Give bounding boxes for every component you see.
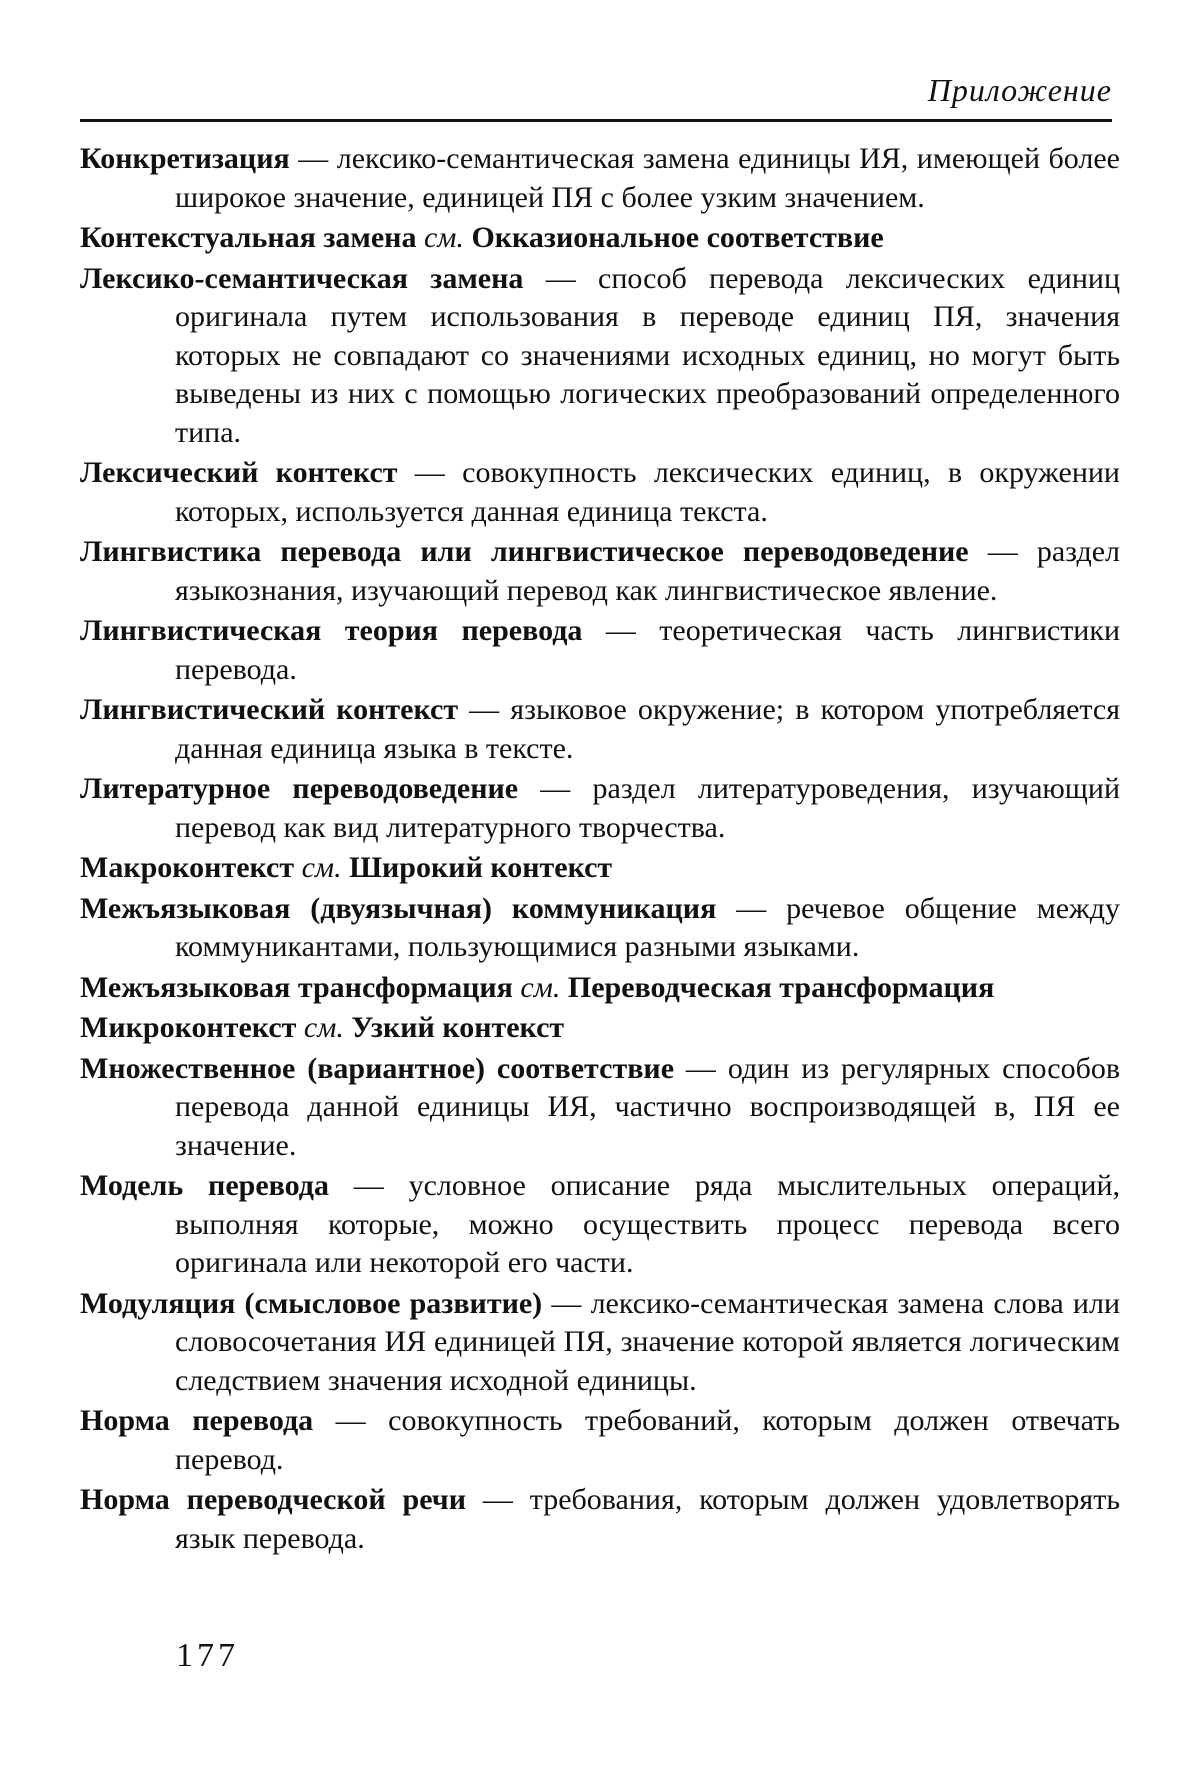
see-reference-marker: см. (303, 1011, 344, 1044)
entry-dash: — (582, 614, 660, 647)
entry-term: Лингвистика перевода или лингвистическое переводоведение (80, 535, 969, 568)
glossary-entry (80, 890, 1120, 967)
entry-term: Лексический контекст (80, 456, 398, 489)
entry-term: Норма переводческой речи (80, 1483, 466, 1516)
entry-dash: — (523, 261, 599, 295)
page-number: 177 (176, 1637, 239, 1674)
entry-term: Модуляция (смысловое развитие) (80, 1286, 543, 1320)
see-reference-marker: см. (423, 221, 464, 254)
glossary-entry (80, 969, 1120, 1008)
entry-definition: лексико-семантическая замена единицы ИЯ, имеющей более широкое значение, единицей ПЯ с более узким значением. (175, 142, 1121, 214)
entry-term: Лингвистическая теория перевода (80, 614, 583, 647)
entry-dash: — (542, 1286, 591, 1320)
entry-definition: раздел литературоведения, изучающий перевод как вид литературного творчества. (175, 772, 1121, 844)
entry-definition: условное описание ряда мыслительных операций, выполняя которые, можно осуществить процесс перевода всего оригинала или некоторой его части. (175, 1169, 1121, 1279)
glossary-entry (80, 533, 1120, 610)
entry-term: Норма перевода (80, 1404, 314, 1437)
entry-term: Межъязыковая (двуязычная) коммуникация (80, 891, 717, 925)
glossary-entry (80, 1285, 1120, 1401)
see-reference-target: Узкий контекст (351, 1011, 565, 1044)
entry-definition: требования, которым должен удовлетворять язык перевода. (175, 1483, 1120, 1555)
glossary-entry (80, 260, 1120, 453)
entry-definition: теоретическая часть лингвистики перевода. (175, 614, 1120, 686)
glossary-entry (80, 1009, 1120, 1048)
glossary-entry (80, 849, 1120, 888)
entry-definition: языковое окружение; в котором употребляется данная единица языка в тексте. (175, 693, 1120, 765)
entry-definition: раздел языкознания, изучающий перевод как лингвистическое явление. (175, 535, 1121, 607)
entry-definition: один из регулярных способов перевода данной единицы ИЯ, частично воспроизводящей в, ПЯ ее значение. (175, 1051, 1121, 1162)
entry-term: Модель перевода (80, 1169, 329, 1202)
entry-term: Межъязыковая трансформация (80, 970, 513, 1004)
glossary-entry (80, 219, 1120, 258)
entry-term: Литературное переводоведение (80, 772, 519, 805)
glossary-entry (80, 1167, 1120, 1283)
entry-definition: способ перевода лексических единиц оригинала путем использования в переводе единиц ПЯ, значения которых не совпадают со значениями исходных единиц, но могут быть выведены из них с помощью логических преобразований определенного типа. (175, 261, 1120, 449)
glossary-entry (80, 140, 1120, 217)
header-rule (80, 119, 1112, 122)
entry-dash: — (313, 1404, 389, 1437)
entry-dash: — (458, 693, 511, 726)
entry-term: Контекстуальная замена (80, 221, 417, 254)
glossary-entry (80, 1402, 1120, 1479)
glossary-entry (80, 691, 1120, 768)
entry-definition: речевое общение между коммуникантами, пользующимися разными языками. (175, 891, 1121, 963)
glossary-entry (80, 612, 1120, 689)
glossary-entry (80, 1481, 1120, 1558)
entry-dash: — (968, 535, 1037, 568)
running-head: Приложение (927, 72, 1112, 108)
glossary-entry (80, 1050, 1120, 1166)
glossary-entry (80, 454, 1120, 531)
entry-term: Лексико-семантическая замена (80, 261, 524, 295)
see-reference-target: Широкий контекст (349, 851, 613, 884)
entry-definition: совокупность требований, которым должен отвечать перевод. (175, 1404, 1121, 1476)
glossary-entries (80, 140, 1120, 1560)
see-reference-target: Переводческая трансформация (567, 970, 995, 1004)
entry-dash: — (716, 891, 787, 925)
entry-term: Множественное (вариантное) соответствие (80, 1051, 675, 1085)
see-reference-target: Окказиональное соответствие (471, 221, 884, 254)
entry-term: Макроконтекст (80, 851, 295, 884)
entry-definition: лексико-семантическая замена слова или словосочетания ИЯ единицей ПЯ, значение которой является логическим следствием значения исходной единицы. (175, 1286, 1121, 1397)
entry-term: Микроконтекст (80, 1011, 297, 1044)
see-reference-marker: см. (520, 970, 561, 1004)
entry-dash: — (289, 142, 337, 175)
entry-dash: — (397, 456, 463, 489)
entry-term: Конкретизация (80, 142, 290, 175)
see-reference-marker: см. (301, 851, 342, 884)
entry-definition: совокупность лексических единиц, в окружении которых, используется данная единица текста. (175, 456, 1120, 528)
entry-dash: — (518, 772, 593, 805)
glossary-entry (80, 770, 1120, 847)
entry-dash: — (328, 1169, 409, 1202)
entry-dash: — (674, 1051, 728, 1085)
entry-dash: — (465, 1483, 530, 1516)
entry-term: Лингвистический контекст (80, 693, 459, 726)
